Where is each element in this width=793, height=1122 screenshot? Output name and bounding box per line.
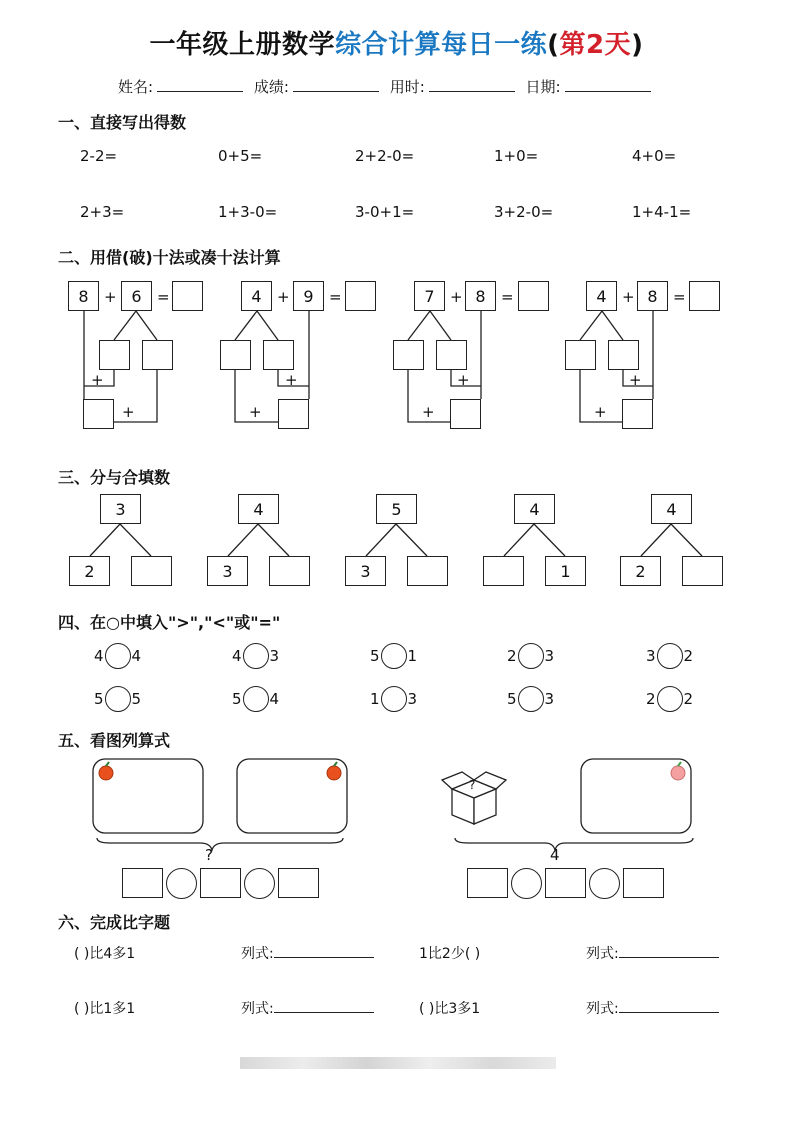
part-box: 3 <box>207 556 248 586</box>
calc-item: 1+0= <box>494 147 539 165</box>
operator-circle[interactable] <box>166 868 197 899</box>
word-problem-3: ( )比1多1 <box>74 1001 136 1017</box>
addend-b-box: 6 <box>121 281 152 311</box>
section-4-heading: 四、在○中填入">","<"或"=" <box>58 613 281 632</box>
whole-box: 3 <box>100 494 141 524</box>
section-3-heading: 三、分与合填数 <box>58 468 171 487</box>
answer-number-box[interactable] <box>200 868 241 898</box>
addend-b-box: 8 <box>637 281 668 311</box>
addend-b-box: 8 <box>465 281 496 311</box>
score-field[interactable]: 成绩: <box>254 76 379 97</box>
plus-sign: + <box>629 371 642 389</box>
addend-a-box: 8 <box>68 281 99 311</box>
title-paren-close: ) <box>631 30 644 60</box>
title-paren-open: ( <box>547 30 560 60</box>
title-topic: 综合计算每日一练 <box>335 30 548 60</box>
plus-sign: + <box>91 371 104 389</box>
compare-item: 4 4 <box>94 643 141 669</box>
formula-field[interactable]: 列式: <box>241 943 374 963</box>
whole-box: 5 <box>376 494 417 524</box>
compare-item: 1 3 <box>370 686 417 712</box>
blurred-watermark <box>240 1057 556 1069</box>
word-problem-4: ( )比3多1 <box>419 1001 481 1017</box>
compare-item: 2 3 <box>507 643 554 669</box>
compare-item: 4 3 <box>232 643 279 669</box>
whole-box: 4 <box>514 494 555 524</box>
answer-number-box[interactable] <box>278 868 319 898</box>
operator-circle[interactable] <box>511 868 542 899</box>
calc-item: 3+2-0= <box>494 203 554 221</box>
title-grade: 一年级上册数学 <box>149 30 336 60</box>
operator-circle[interactable] <box>589 868 620 899</box>
plus-sign: + <box>249 403 262 421</box>
right-total-label: 4 <box>550 846 560 864</box>
calc-item: 3-0+1= <box>355 203 415 221</box>
title-day: 第2天 <box>559 30 632 60</box>
section-2-heading: 二、用借(破)十法或凑十法计算 <box>58 248 281 267</box>
calc-item: 0+5= <box>218 147 263 165</box>
plus-sign: + <box>594 403 607 421</box>
formula-field[interactable]: 列式: <box>586 998 719 1018</box>
time-field[interactable]: 用时: <box>390 76 515 97</box>
peach-fruit-icon <box>671 762 685 780</box>
orange-fruit-icon <box>327 762 341 780</box>
operator-circle[interactable] <box>244 868 275 899</box>
answer-number-box[interactable] <box>623 868 664 898</box>
compare-item: 2 2 <box>646 686 693 712</box>
plus-sign: + <box>450 288 463 306</box>
section-6-heading: 六、完成比字题 <box>58 913 171 932</box>
equals-sign: = <box>157 288 170 306</box>
answer-number-box[interactable] <box>467 868 508 898</box>
addend-b-box: 9 <box>293 281 324 311</box>
equals-sign: = <box>501 288 514 306</box>
plus-sign: + <box>277 288 290 306</box>
calc-item: 2+3= <box>80 203 125 221</box>
calc-item: 1+4-1= <box>632 203 692 221</box>
box-question-mark: ? <box>469 778 476 792</box>
whole-box: 4 <box>651 494 692 524</box>
calc-item: 2+2-0= <box>355 147 415 165</box>
orange-fruit-icon <box>99 762 113 780</box>
compare-item: 5 1 <box>370 643 417 669</box>
addend-a-box: 4 <box>586 281 617 311</box>
compare-item: 3 2 <box>646 643 693 669</box>
answer-number-box[interactable] <box>122 868 163 898</box>
addend-a-box: 4 <box>241 281 272 311</box>
part-box: 1 <box>545 556 586 586</box>
date-field[interactable]: 日期: <box>526 76 651 97</box>
whole-box: 4 <box>238 494 279 524</box>
calc-item: 1+3-0= <box>218 203 278 221</box>
formula-field[interactable]: 列式: <box>586 943 719 963</box>
addend-a-box: 7 <box>414 281 445 311</box>
part-box: 3 <box>345 556 386 586</box>
plus-sign: + <box>285 371 298 389</box>
plus-sign: + <box>104 288 117 306</box>
name-field[interactable]: 姓名: <box>118 76 243 97</box>
section-1-heading: 一、直接写出得数 <box>58 113 187 132</box>
plus-sign: + <box>122 403 135 421</box>
answer-number-box[interactable] <box>545 868 586 898</box>
compare-item: 5 3 <box>507 686 554 712</box>
equals-sign: = <box>329 288 342 306</box>
left-total-label: ? <box>205 846 213 864</box>
compare-item: 5 5 <box>94 686 141 712</box>
plus-sign: + <box>622 288 635 306</box>
part-box: 2 <box>620 556 661 586</box>
equals-sign: = <box>673 288 686 306</box>
part-box: 2 <box>69 556 110 586</box>
word-problem-2: 1比2少( ) <box>419 946 481 962</box>
calc-item: 2-2= <box>80 147 118 165</box>
formula-field[interactable]: 列式: <box>241 998 374 1018</box>
compare-item: 5 4 <box>232 686 279 712</box>
plus-sign: + <box>422 403 435 421</box>
calc-item: 4+0= <box>632 147 677 165</box>
word-problem-1: ( )比4多1 <box>74 946 136 962</box>
plus-sign: + <box>457 371 470 389</box>
section-5-heading: 五、看图列算式 <box>58 731 171 750</box>
